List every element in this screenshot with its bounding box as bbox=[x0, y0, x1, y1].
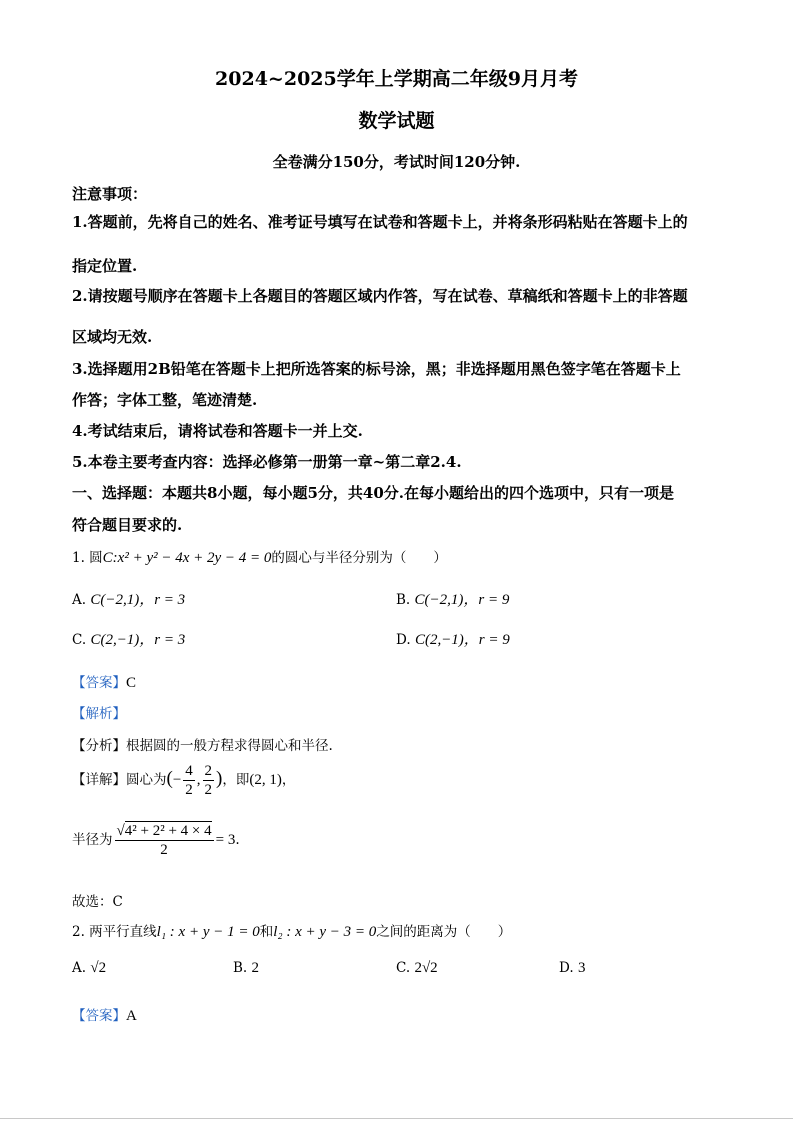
option-label: A. bbox=[72, 960, 87, 976]
detail-line: 【详解】圆心为(− $\frac{4}{2}$ , $\frac{2}{2}$ )，即(2, 1)， bbox=[72, 763, 296, 798]
fraction-numerator: 2 bbox=[204, 763, 213, 779]
option-math: 3 bbox=[577, 960, 586, 976]
option-c[interactable] bbox=[396, 960, 438, 977]
option-label: B. bbox=[396, 592, 411, 608]
option-d[interactable] bbox=[396, 628, 510, 649]
option-label: A. bbox=[72, 592, 87, 608]
note-line: 作答；字体工整，笔迹清楚. bbox=[72, 391, 258, 409]
total-info: 全卷满分150分，考试时间120分钟. bbox=[272, 153, 521, 171]
option-label: B. bbox=[233, 960, 248, 976]
question-number: 2. 两平行直线 bbox=[72, 924, 157, 940]
note-line: 4.考试结束后，请将试卷和答题卡一并上交. bbox=[72, 422, 363, 440]
option-a[interactable] bbox=[72, 960, 106, 977]
option-math: C(−2,1)，r = 3 bbox=[90, 592, 186, 608]
note-line: 1.答题前，先将自己的姓名、准考证号填写在试卷和答题卡上，并将条形码粘贴在答题卡上的 bbox=[72, 213, 688, 231]
radius-end: . bbox=[235, 832, 240, 848]
radicand: 4² + 2² + 4 × 4 bbox=[124, 823, 212, 839]
answer-value: C bbox=[126, 675, 137, 691]
radius-result: = 3 bbox=[215, 832, 236, 848]
radius-line bbox=[72, 822, 240, 859]
note-line: 2.请按题号顺序在答题卡上各题目的答题区域内作答，写在试卷、草稿纸和答题卡上的非答题 bbox=[72, 287, 688, 305]
answer-tag: 【答案】 bbox=[72, 1008, 126, 1024]
fraction-y bbox=[203, 762, 215, 799]
radius-numerator: √4² + 2² + 4 × 4 bbox=[116, 823, 212, 839]
analysis-text: 根据圆的一般方程求得圆心和半径. bbox=[126, 738, 333, 754]
answer-line bbox=[72, 671, 136, 692]
note-line: 3.选择题用2B铅笔在答题卡上把所选答案的标号涂，黑；非选择题用黑色签字笔在答题卡上 bbox=[72, 360, 681, 378]
analysis-tag: 【分析】 bbox=[72, 738, 126, 754]
exam-title: 2024~2025学年上学期高二年级9月月考 bbox=[215, 68, 578, 90]
fraction-denominator: 2 bbox=[185, 782, 193, 798]
question-number: 1. 圆 bbox=[72, 550, 103, 566]
conclusion: 故选：C bbox=[72, 894, 123, 910]
option-math: √2 bbox=[90, 960, 107, 976]
jiexi-tag: 【解析】 bbox=[72, 706, 126, 722]
circle-equation: C:x² + y² − 4x + 2y − 4 = 0 bbox=[102, 550, 272, 566]
option-math: 2 bbox=[251, 960, 260, 976]
fraction-x bbox=[183, 762, 195, 799]
detail-mid: ，即 bbox=[222, 772, 250, 788]
option-math: C(2,−1)，r = 3 bbox=[90, 632, 186, 648]
option-label: C. bbox=[396, 960, 411, 976]
option-d[interactable] bbox=[559, 960, 585, 977]
detail-end: ， bbox=[281, 772, 296, 788]
option-math: C(2,−1)，r = 9 bbox=[414, 632, 510, 648]
option-label: D. bbox=[396, 632, 411, 648]
note-line: 5.本卷主要考查内容：选择必修第一册第一章~第二章2.4. bbox=[72, 453, 462, 471]
option-label: C. bbox=[72, 632, 87, 648]
radius-denominator: 2 bbox=[160, 842, 168, 858]
option-math: C(−2,1)，r = 9 bbox=[414, 592, 510, 608]
option-c[interactable] bbox=[72, 628, 185, 649]
answer-value: A bbox=[126, 1008, 137, 1024]
option-a[interactable] bbox=[72, 588, 185, 609]
stem-tail: 的圆心与半径分别为（ ） bbox=[271, 550, 447, 566]
radius-fraction bbox=[115, 822, 214, 859]
answer-line bbox=[72, 1004, 137, 1025]
stem-tail: 之间的距离为（ ） bbox=[376, 924, 512, 940]
fraction-denominator: 2 bbox=[204, 782, 213, 798]
section-heading: 一、选择题：本题共8小题，每小题5分，共40分.在每小题给出的四个选项中，只有一项是 bbox=[72, 484, 674, 502]
line-l2: l₂ : x + y − 3 = 0 bbox=[273, 924, 377, 940]
detail-prefix: 圆心为 bbox=[126, 772, 167, 788]
subject-title: 数学试题 bbox=[358, 110, 435, 132]
detail-tag: 【详解】 bbox=[72, 772, 126, 788]
notice-heading: 注意事项： bbox=[72, 185, 148, 203]
center-point: (2, 1) bbox=[249, 772, 282, 788]
minus-sign: − bbox=[172, 772, 182, 788]
page-bottom-divider bbox=[0, 1118, 793, 1119]
fraction-numerator: 4 bbox=[185, 763, 193, 779]
line-l1: l₁ : x + y − 1 = 0 bbox=[156, 924, 260, 940]
section-heading: 符合题目要求的. bbox=[72, 516, 183, 534]
note-line: 指定位置. bbox=[72, 257, 138, 275]
option-b[interactable] bbox=[233, 960, 259, 977]
analysis-line bbox=[72, 734, 333, 754]
left-paren: ( bbox=[166, 768, 173, 789]
option-b[interactable] bbox=[396, 588, 509, 609]
option-math: 2√2 bbox=[414, 960, 438, 976]
question-1-stem bbox=[72, 546, 447, 567]
radius-prefix: 半径为 bbox=[72, 832, 113, 848]
note-line: 区域均无效. bbox=[72, 328, 153, 346]
answer-tag: 【答案】 bbox=[72, 675, 126, 691]
question-2-stem bbox=[72, 920, 511, 941]
option-label: D. bbox=[559, 960, 574, 976]
and-word: 和 bbox=[259, 924, 274, 940]
right-paren: ) bbox=[216, 768, 223, 789]
